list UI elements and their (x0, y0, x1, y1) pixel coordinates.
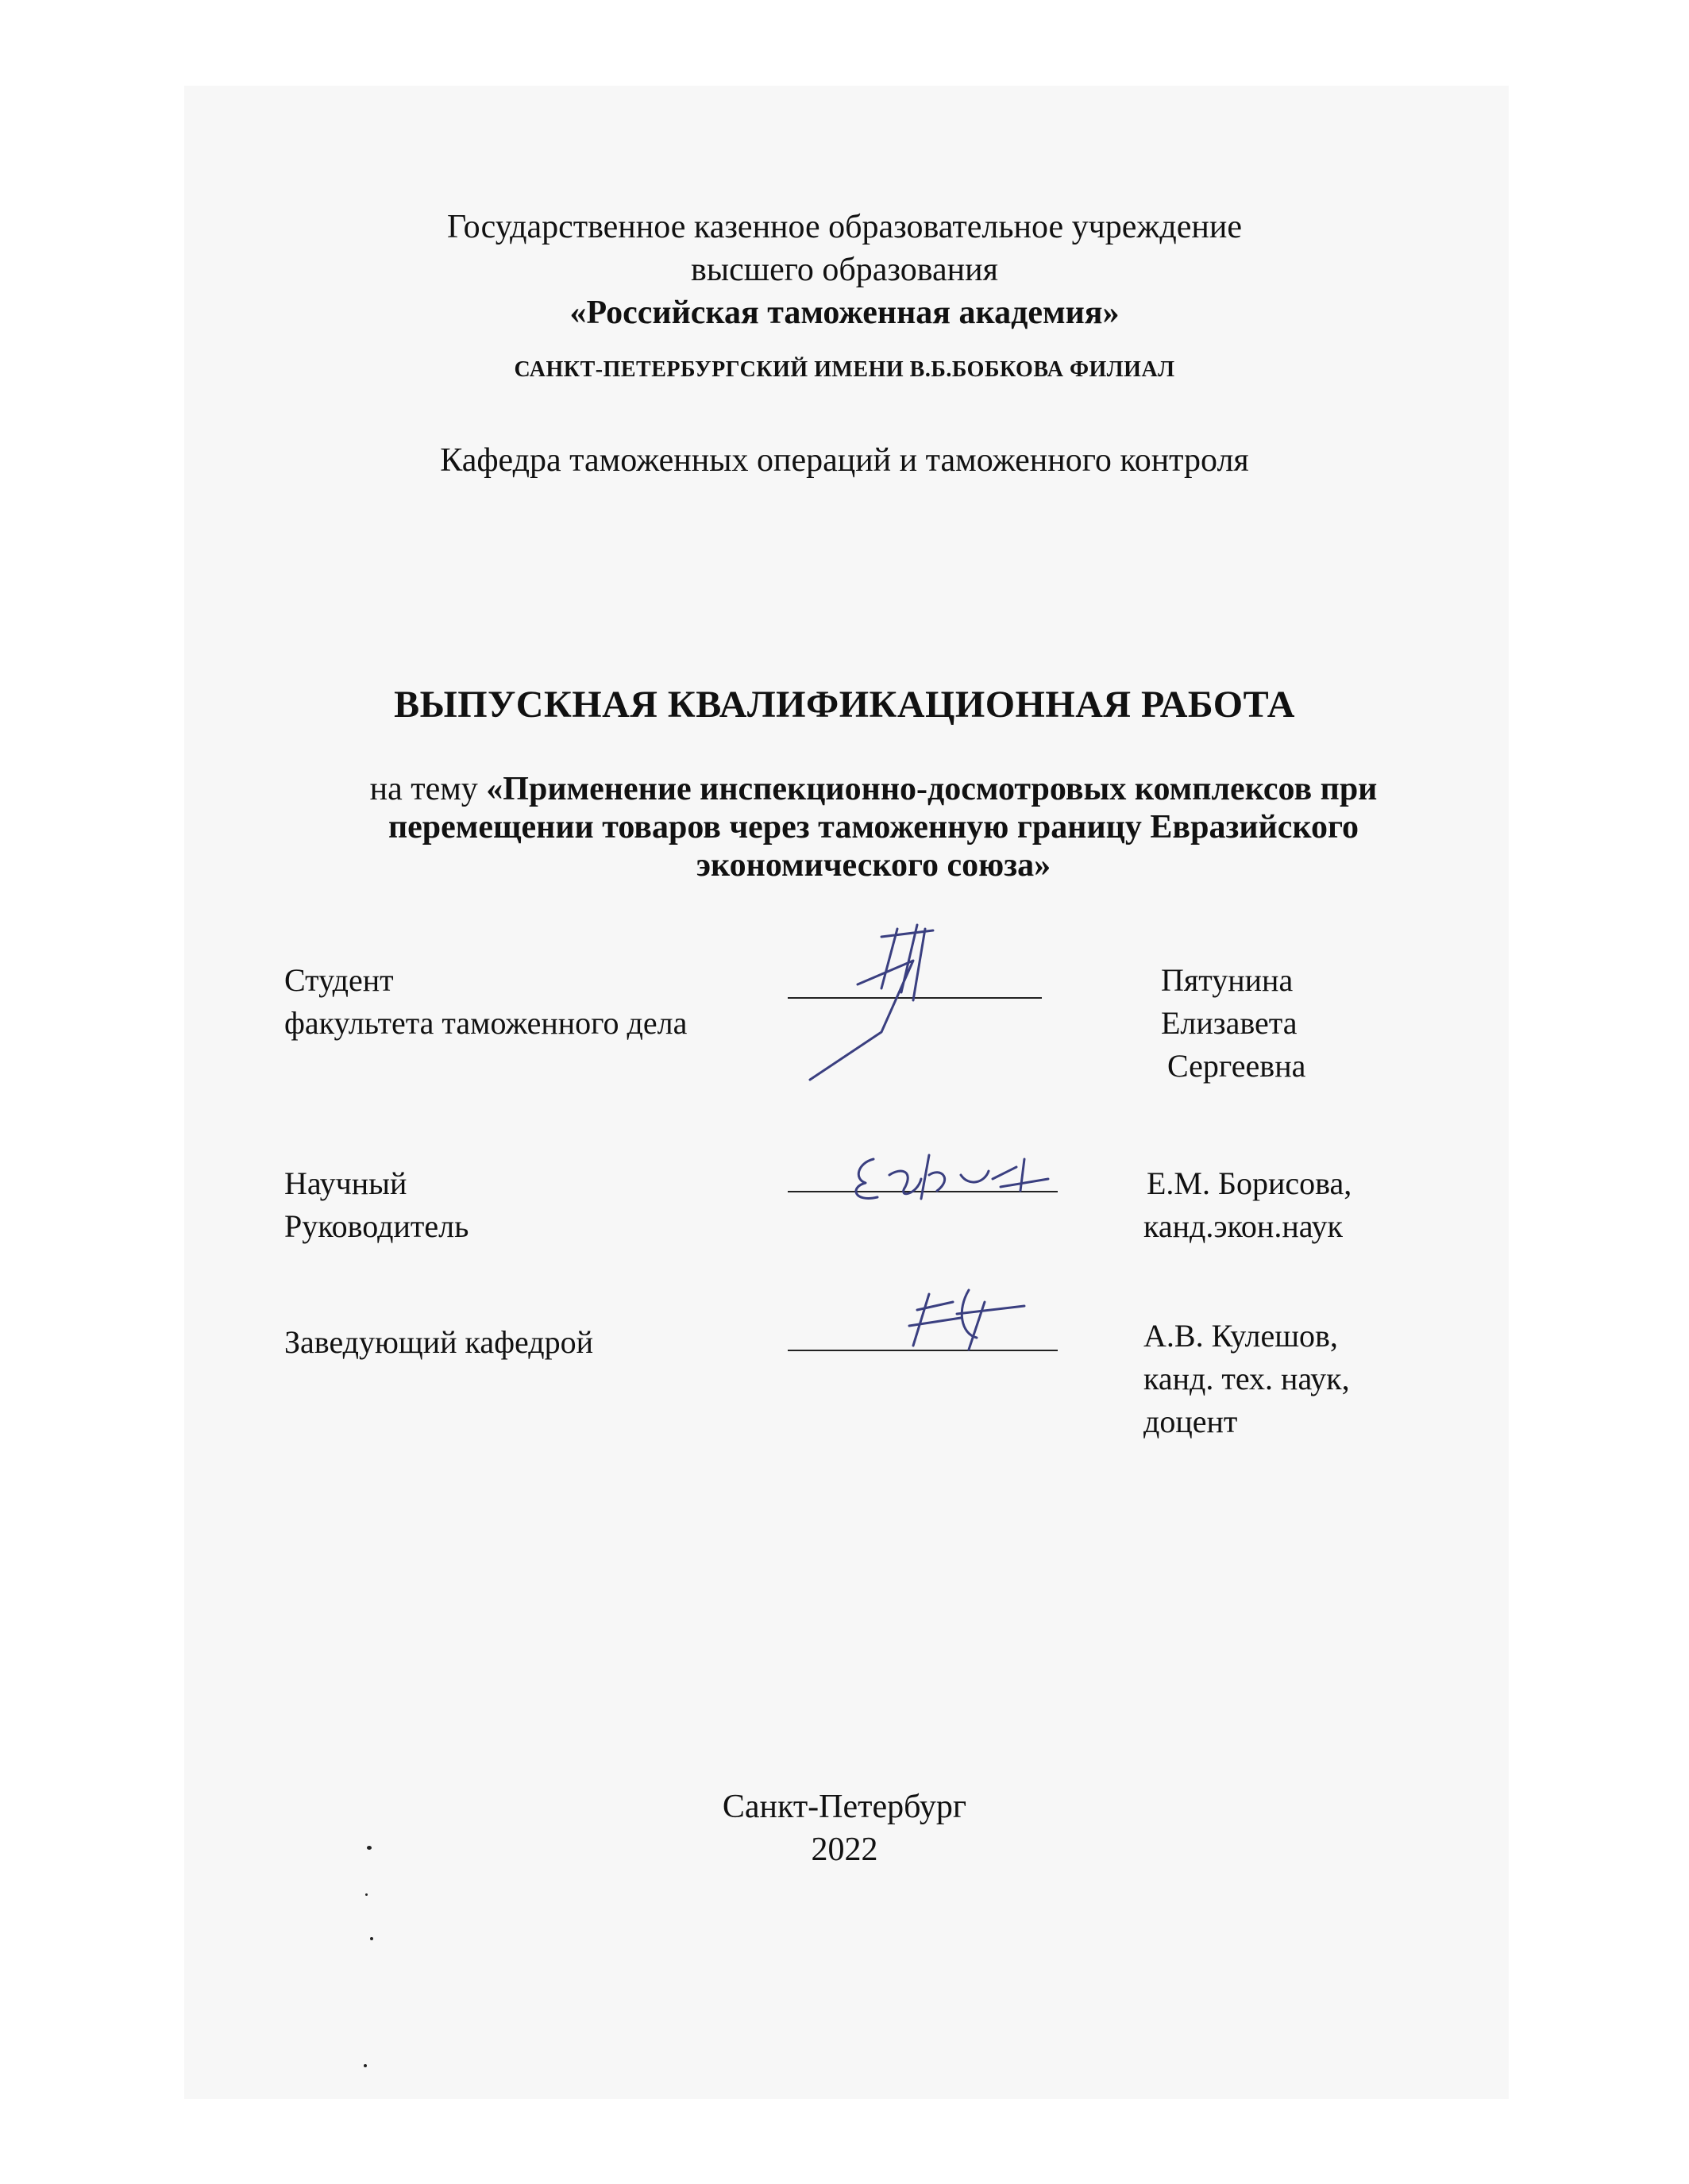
footer-city: Санкт-Петербург (722, 1789, 967, 1825)
document-title: ВЫПУСКНАЯ КВАЛИФИКАЦИОННАЯ РАБОТА (394, 684, 1295, 726)
head-name-3: доцент (1143, 1404, 1238, 1439)
scan-speck (364, 2064, 367, 2067)
supervisor-name-2: канд.экон.наук (1143, 1208, 1343, 1244)
scan-speck (365, 1893, 368, 1896)
head-name-2: канд. тех. наук, (1143, 1361, 1350, 1396)
topic-block (302, 770, 1445, 884)
header-line-2: высшего образования (691, 252, 998, 288)
branch-name: САНКТ-ПЕТЕРБУРГСКИЙ ИМЕНИ В.Б.БОБКОВА ФИЛИАЛ (514, 357, 1175, 382)
student-name-3: Сергеевна (1167, 1048, 1306, 1084)
head-name-1: А.В. Кулешов, (1143, 1318, 1338, 1354)
institute-name: «Российская таможенная академия» (569, 295, 1120, 331)
scan-speck (367, 1846, 372, 1850)
student-label-2: факультета таможенного дела (284, 1005, 688, 1041)
supervisor-label-1: Научный (284, 1165, 407, 1201)
topic-text: «Применение инспекционно-досмотровых комплексов при перемещении товаров через таможенную границу Евразийского экономического союза» (388, 771, 1378, 884)
student-label-1: Студент (284, 962, 394, 998)
head-label-1: Заведующий кафедрой (284, 1324, 594, 1360)
footer-year: 2022 (811, 1832, 878, 1868)
student-signature (762, 913, 985, 1088)
supervisor-label-2: Руководитель (284, 1208, 469, 1244)
supervisor-name-1: Е.М. Борисова, (1147, 1165, 1352, 1201)
topic-prefix: на тему (369, 771, 487, 807)
student-name-1: Пятунина (1161, 962, 1294, 998)
header-line-1: Государственное казенное образовательное учреждение (447, 209, 1242, 245)
supervisor-signature (842, 1143, 1080, 1215)
head-signature (881, 1278, 1040, 1358)
scan-speck (370, 1937, 373, 1940)
student-name-2: Елизавета (1161, 1005, 1298, 1041)
department-name: Кафедра таможенных операций и таможенного контроля (440, 442, 1249, 479)
